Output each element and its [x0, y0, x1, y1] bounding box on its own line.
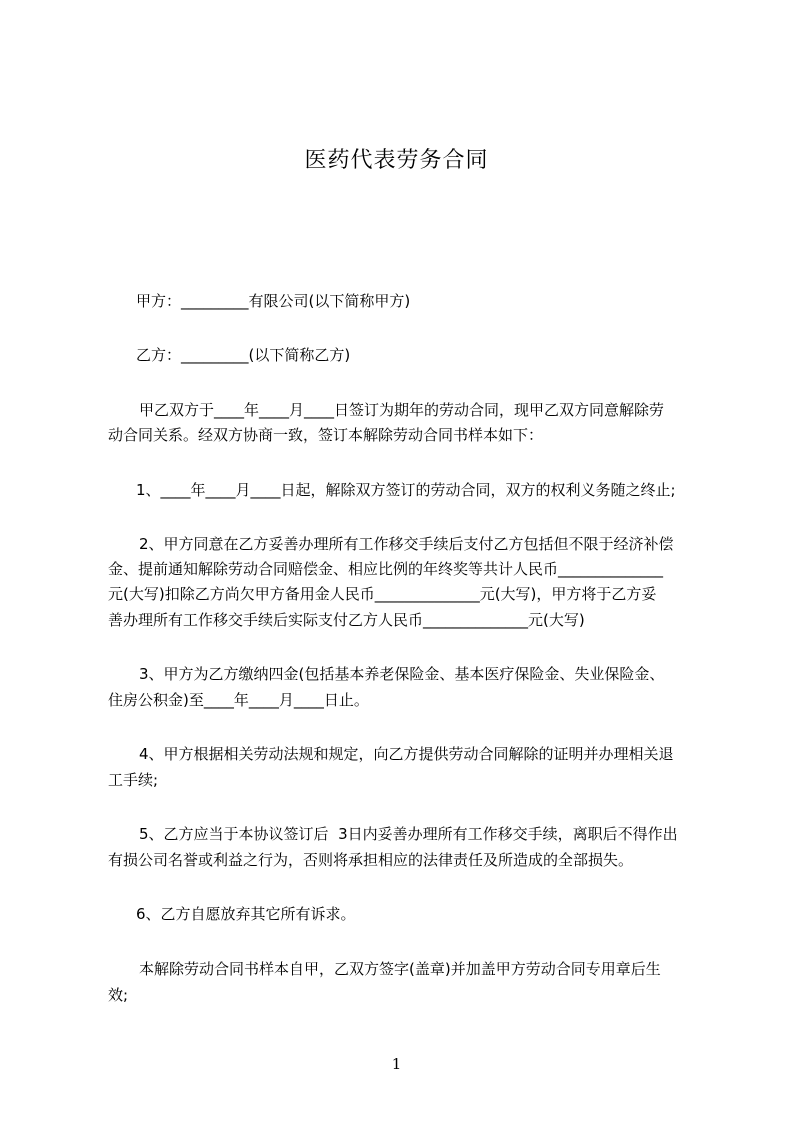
effect-line-1: 本解除劳动合同书样本自甲，乙双方签字(盖章)并加盖甲方劳动合同专用章后生 — [139, 960, 661, 978]
party-a-line: 甲方：_________有限公司(以下简称甲方) — [136, 292, 411, 310]
clause-6-line: 6、乙方自愿放弃其它所有诉求。 — [136, 905, 356, 923]
party-b-line: 乙方：_________(以下简称乙方) — [136, 346, 351, 364]
clause-4-line-2: 工手续; — [108, 771, 159, 789]
clause-2-line-3: 元(大写)扣除乙方尚欠甲方备用金人民币______________元(大写)，甲方将于乙方妥 — [108, 585, 657, 603]
clause-5-line-1: 5、乙方应当于本协议签订后 3日内妥善办理所有工作移交手续，离职后不得作出 — [139, 825, 678, 843]
clause-1-line: 1、____年____月____日起，解除双方签订的劳动合同，双方的权利义务随之终止; — [136, 481, 676, 499]
clause-3-line-2: 住房公积金)至____年____月____日止。 — [108, 691, 369, 709]
clause-2-line-2: 金、提前通知解除劳动合同赔偿金、相应比例的年终奖等共计人民币______________ — [108, 560, 664, 578]
intro-line-1: 甲乙双方于____年____月____日签订为期年的劳动合同，现甲乙双方同意解除劳 — [139, 401, 665, 419]
clause-2-line-1: 2、甲方同意在乙方妥善办理所有工作移交手续后支付乙方包括但不限于经济补偿 — [139, 535, 674, 553]
clause-4-line-1: 4、甲方根据相关劳动法规和规定，向乙方提供劳动合同解除的证明并办理相关退 — [139, 745, 674, 763]
clause-2-line-4: 善办理所有工作移交手续后实际支付乙方人民币______________元(大写) — [108, 611, 585, 629]
intro-line-2: 动合同关系。经双方协商一致，签订本解除劳动合同书样本如下： — [108, 426, 544, 444]
page-number: 1 — [391, 1055, 402, 1073]
document-title: 医药代表劳务合同 — [304, 148, 489, 173]
clause-3-line-1: 3、甲方为乙方缴纳四金(包括基本养老保险金、基本医疗保险金、失业保险金、 — [139, 665, 665, 683]
clause-5-line-2: 有损公司名誉或利益之行为，否则将承担相应的法律责任及所造成的全部损失。 — [108, 851, 634, 869]
effect-line-2: 效; — [108, 986, 129, 1004]
